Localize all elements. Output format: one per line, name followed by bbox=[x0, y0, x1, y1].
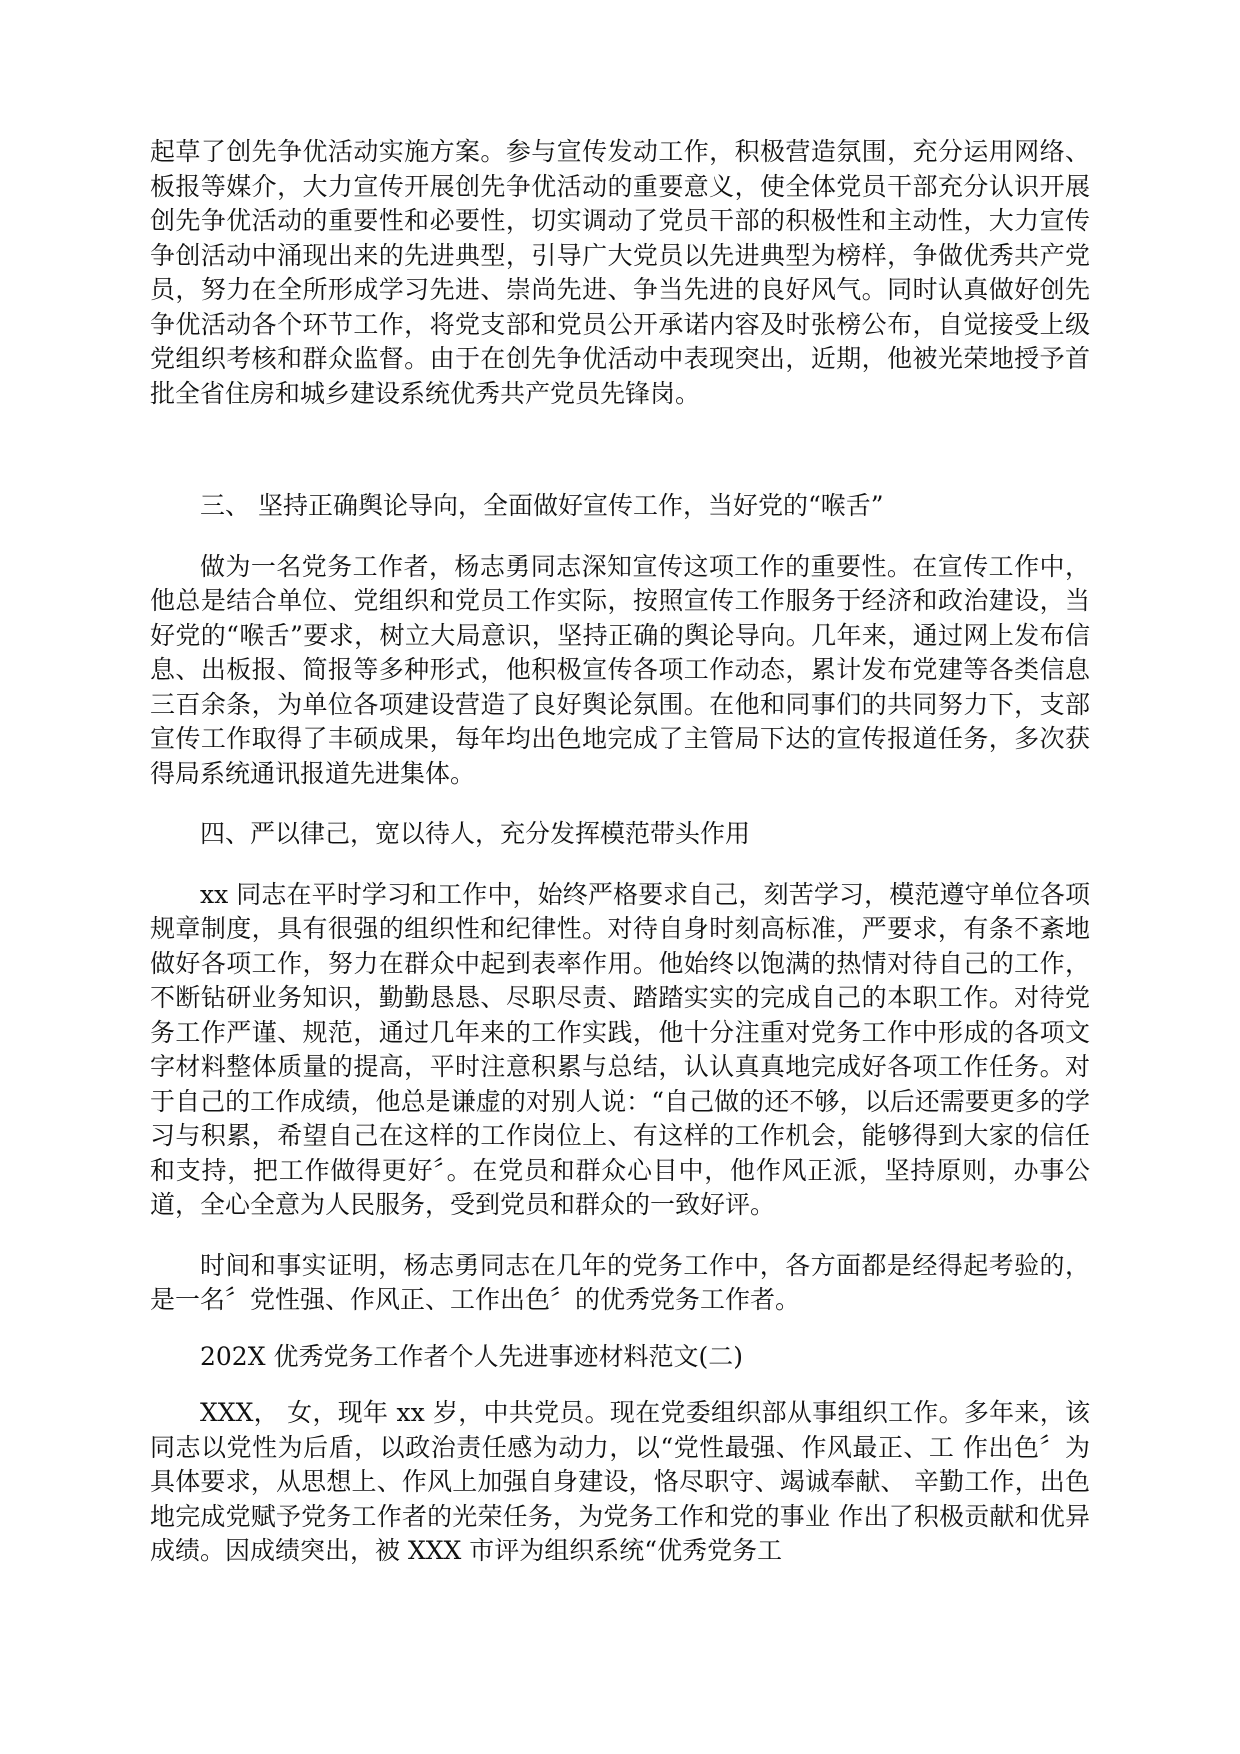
paragraph-publicity: 做为一名党务工作者，杨志勇同志深知宣传这项工作的重要性。在宣传工作中，他总是结合单位、党组织和党员工作实际，按照宣传工作服务于经济和政治建设，当好党的“喉舌”要求，树立大局意识，坚持正确的舆论导向。几年来，通过网上发布信息、出板报、简报等多种形式，他积极宣传各项工作动态，累计发布党建等各类信息三百余条，为单位各项建设营造了良好舆论氛围。在他和同事们的共同努力下，支部宣传工作取得了丰硕成果，每年均出色地完成了主管局下达的宣传报道任务，多次获得局系统通讯报道先进集体。 bbox=[150, 551, 1090, 788]
paragraph-conclusion: 时间和事实证明，杨志勇同志在几年的党务工作中，各方面都是经得起考验的，是一名〞党性强、作风正、工作出色〞的优秀党务工作者。 bbox=[150, 1250, 1090, 1314]
paragraph-self-discipline: xx 同志在平时学习和工作中，始终严格要求自己，刻苦学习，模范遵守单位各项规章制度，具有很强的组织性和纪律性。对待自身时刻高标准，严要求，有条不紊地做好各项工作，努力在群众中起到表率作用。他始终以饱满的热情对待自己的工作，不断钻研业务知识，勤勤恳恳、尽职尽责、踏踏实实的完成自己的本职工作。对待党务工作严谨、规范，通过几年来的工作实践，他十分注重对党务工作中形成的各项文字材料整体质量的提高，平时注意积累与总结，认认真真地完成好各项工作任务。对于自己的工作成绩，他总是谦虚的对别人说：“自己做的还不够，以后还需要更多的学习与积累，希望自己在这样的工作岗位上、有这样的工作机会，能够得到大家的信任和支持，把工作做得更好〞。在党员和群众心目中，他作风正派，坚持原则，办事公道，全心全意为人民服务，受到党员和群众的一致好评。 bbox=[150, 879, 1090, 1219]
document-page bbox=[150, 135, 1090, 1569]
paragraph-intro: 起草了创先争优活动实施方案。参与宣传发动工作，积极营造氛围，充分运用网络、板报等媒介，大力宣传开展创先争优活动的重要意义，使全体党员干部充分认识开展创先争优活动的重要性和必要性，切实调动了党员干部的积极性和主动性，大力宣传争创活动中涌现出来的先进典型，引导广大党员以先进典型为榜样，争做优秀共产党员，努力在全所形成学习先进、崇尚先进、争当先进的良好风气。同时认真做好创先争优活动各个环节工作，将党支部和党员公开承诺内容及时张榜公布，自觉接受上级党组织考核和群众监督。由于在创先争优活动中表现突出，近期，他被光荣地授予首批全省住房和城乡建设系统优秀共产党员先锋岗。 bbox=[150, 137, 1090, 408]
section-heading-4: 四、严以律己，宽以待人，充分发挥模范带头作用 bbox=[200, 819, 751, 848]
paragraph-profile: XXX， 女，现年 xx 岁，中共党员。现在党委组织部从事组织工作。多年来，该同志以党性为后盾，以政治责任感为动力，以“党性最强、作风最正、工 作出色〞为具体要求，从思想上、作风上加强自身建设，恪尽职守、竭诚奉献、 辛勤工作，出色地完成党赋予党务工作者的光荣任务，为党务工作和党的事业 作出了积极贡献和优异成绩。因成绩突出，被 XXX 市评为组织系统“优秀党务工 bbox=[150, 1398, 1090, 1565]
article-title-2: 202X 优秀党务工作者个人先进事迹材料范文(二) bbox=[200, 1341, 743, 1371]
section-heading-3: 三、 坚持正确舆论导向，全面做好宣传工作，当好党的“喉舌” bbox=[200, 491, 884, 520]
